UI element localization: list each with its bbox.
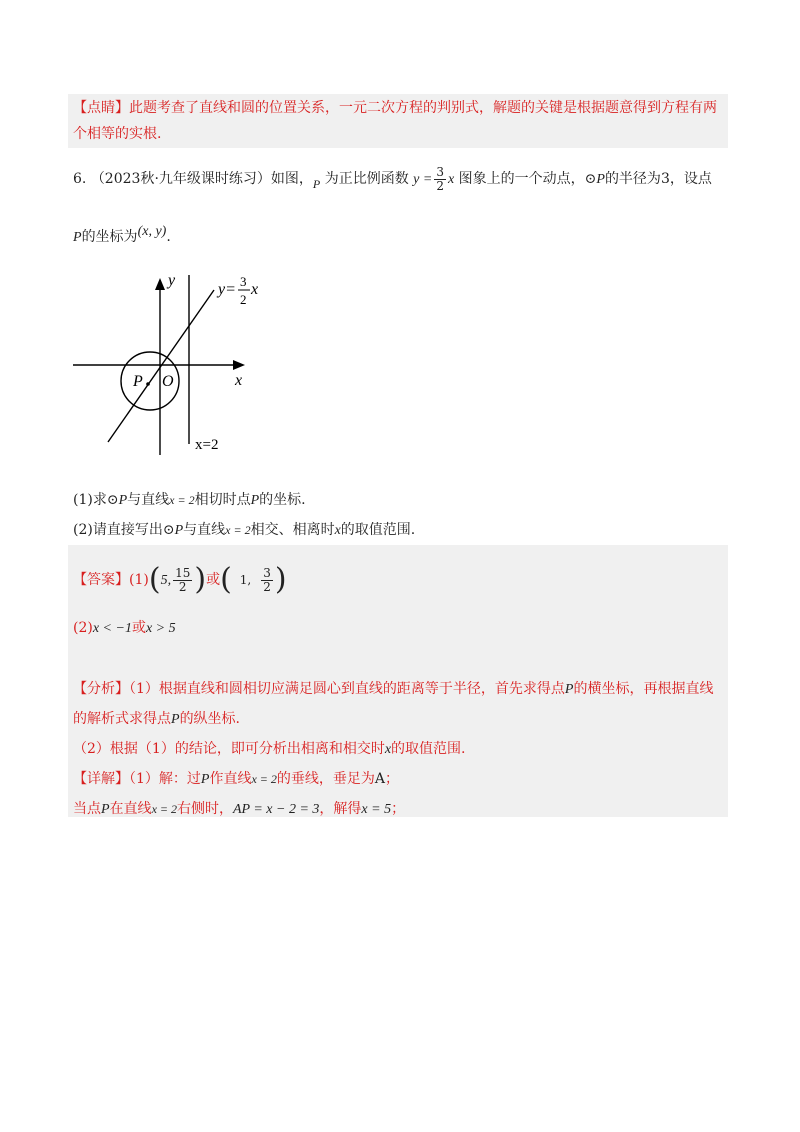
answer-2-den: 2 bbox=[263, 579, 271, 594]
answer-1-expr: (5, $\frac{15}{2}$ ) bbox=[148, 562, 207, 597]
y-axis-arrow bbox=[155, 278, 165, 290]
problem-coord-prefix: 的坐标为 bbox=[81, 229, 138, 245]
x-axis-arrow bbox=[233, 360, 245, 370]
detail-foot-a: A bbox=[374, 771, 386, 787]
analysis-text-3: （2）根据（1）的结论，即可分析出相离和相交时 bbox=[73, 741, 385, 757]
detail-label: 【详解】 bbox=[73, 771, 129, 787]
detail-line-1 bbox=[73, 768, 399, 791]
q2-p: P bbox=[174, 523, 184, 538]
q1-odot: ⊙ bbox=[106, 492, 119, 508]
problem-coord-end: . bbox=[166, 229, 171, 245]
detail-text-1d: ； bbox=[385, 771, 400, 787]
q1-number: (1)求 bbox=[73, 492, 107, 508]
problem-func-num: 3 bbox=[436, 164, 444, 179]
problem-point-p: P bbox=[312, 177, 321, 191]
problem-radius: 3 bbox=[660, 171, 670, 187]
proportional-line bbox=[108, 290, 214, 442]
detail-text-1: （1）解：过 bbox=[129, 771, 201, 787]
x-axis-label: x bbox=[235, 372, 243, 389]
origin-label: O bbox=[162, 373, 174, 390]
problem-odot: ⊙ bbox=[584, 171, 597, 187]
q1-p-2: P bbox=[250, 493, 260, 508]
detail-text-2: 当点 bbox=[73, 801, 101, 817]
problem-func-lhs: y = bbox=[413, 172, 433, 187]
func-label-num: 3 bbox=[240, 274, 247, 289]
answer-2-num: 3 bbox=[263, 565, 271, 580]
q2-text-a: 与直线 bbox=[183, 522, 226, 538]
point-p-dot bbox=[146, 382, 150, 386]
problem-text-3: 的半径为 bbox=[604, 171, 661, 187]
question-2 bbox=[73, 519, 415, 542]
problem-number: 6. bbox=[73, 171, 87, 187]
answer-1-den: 2 bbox=[178, 579, 187, 594]
q2-odot: ⊙ bbox=[162, 522, 175, 538]
answer-line-2 bbox=[73, 617, 176, 640]
func-label-x: x bbox=[251, 281, 259, 298]
detail-line-2 bbox=[73, 798, 405, 821]
analysis-x: x bbox=[384, 742, 392, 757]
detail-line-eq-2: x = 2 bbox=[151, 802, 177, 816]
problem-point-p-2: P bbox=[73, 230, 82, 245]
point-p-label: P bbox=[133, 373, 143, 390]
problem-circle-p: P bbox=[596, 172, 605, 187]
answer-or-1: 或 bbox=[206, 572, 221, 588]
answer-line-1 bbox=[73, 550, 287, 611]
func-label-den: 2 bbox=[240, 292, 247, 307]
analysis-p-2: P bbox=[171, 712, 180, 727]
analysis-text-1: （1）根据直线和圆相切应满足圆心到直线的距离等于半径，首先求得点 bbox=[129, 681, 565, 697]
answer-label: 【答案】 bbox=[73, 572, 129, 588]
problem-func-var: x bbox=[447, 172, 455, 187]
analysis-text-2b: 的纵坐标. bbox=[179, 711, 241, 727]
answer-2-frac bbox=[261, 567, 273, 594]
answer-or-2: 或 bbox=[131, 620, 146, 636]
answer-part-1: (1) bbox=[129, 572, 149, 588]
analysis-label: 【分析】 bbox=[73, 681, 129, 697]
detail-line-eq-1: x = 2 bbox=[251, 772, 277, 786]
question-1 bbox=[73, 489, 306, 512]
answer-2-x: 1, bbox=[239, 573, 252, 587]
problem-text-4: ，设点 bbox=[669, 171, 712, 187]
answer-ineq-2: x > 5 bbox=[145, 621, 176, 636]
review-text-2: 个相等的实根. bbox=[73, 126, 162, 142]
answer-1-num: 15 bbox=[175, 565, 191, 580]
review-label: 【点睛】 bbox=[73, 100, 129, 116]
detail-text-1c: 的垂线，垂足为 bbox=[276, 771, 375, 787]
q2-text-b: 相交、相离时 bbox=[250, 522, 335, 538]
answer-1-frac bbox=[173, 567, 192, 594]
problem-source: （2023秋·九年级课时练习）如图， bbox=[90, 171, 313, 187]
problem-text-2: 图象上的一个动点， bbox=[458, 171, 585, 187]
analysis-line-1 bbox=[73, 678, 713, 701]
detail-text-2e: ； bbox=[391, 801, 406, 817]
detail-text-2d: ，解得 bbox=[319, 801, 362, 817]
problem-func-den: 2 bbox=[436, 178, 444, 193]
q1-p: P bbox=[118, 493, 128, 508]
detail-text-2c: 右侧时， bbox=[177, 801, 233, 817]
analysis-text-2: 的解析式求得点 bbox=[73, 711, 171, 727]
q2-text-c: 的取值范围. bbox=[340, 522, 416, 538]
analysis-p-1: P bbox=[564, 682, 574, 697]
answer-1-x: 5, bbox=[160, 573, 172, 588]
analysis-line-2 bbox=[73, 708, 240, 731]
analysis-line-3 bbox=[73, 738, 466, 761]
detail-result: x = 5 bbox=[361, 802, 392, 817]
detail-p-2: P bbox=[101, 802, 110, 817]
answer-2-expr: ( 1, $\frac{3}{2}$ ) bbox=[220, 562, 287, 597]
analysis-text-1b: 的横坐标，再根据直线 bbox=[573, 681, 714, 697]
q2-number: (2)请直接写出 bbox=[73, 522, 163, 538]
q2-x: x bbox=[334, 523, 341, 538]
detail-text-1b: 作直线 bbox=[209, 771, 252, 787]
q1-text-a: 与直线 bbox=[127, 492, 170, 508]
vline-label: x=2 bbox=[195, 437, 219, 453]
detail-text-2b: 在直线 bbox=[109, 801, 152, 817]
q1-text-b: 相切时点 bbox=[194, 492, 251, 508]
q2-line: x = 2 bbox=[225, 523, 251, 537]
analysis-text-3b: 的取值范围. bbox=[391, 741, 466, 757]
func-label-y: y= bbox=[218, 281, 236, 298]
y-axis-label: y bbox=[168, 272, 176, 289]
detail-p-1: P bbox=[200, 772, 210, 787]
answer-ineq-1: x < −1 bbox=[92, 621, 132, 636]
detail-ap-eq: AP = x − 2 = 3 bbox=[233, 802, 320, 817]
q1-line: x = 2 bbox=[169, 493, 195, 507]
q1-text-c: 的坐标. bbox=[259, 492, 306, 508]
problem-coord: (x, y) bbox=[137, 224, 167, 239]
answer-part-2: (2) bbox=[73, 620, 93, 636]
problem-text-1: 为正比例函数 bbox=[324, 171, 409, 187]
review-text-1: 此题考查了直线和圆的位置关系，一元二次方程的判别式，解题的关键是根据题意得到方程有两 bbox=[129, 100, 717, 116]
